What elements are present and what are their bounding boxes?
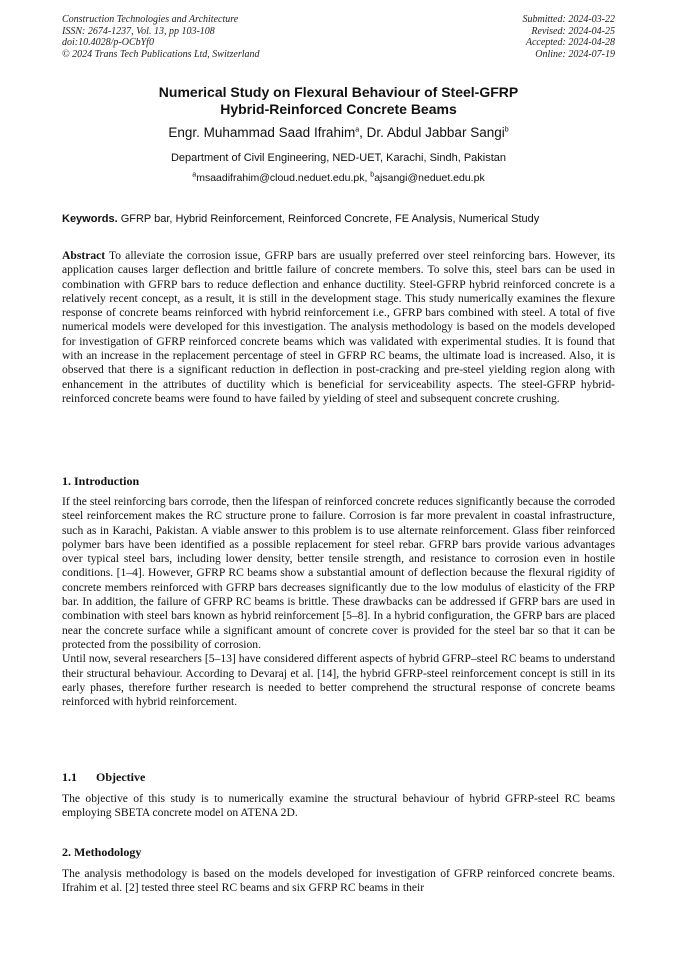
introduction-paragraph-1: If the steel reinforcing bars corrode, then the lifespan of reinforced concrete reduces significantly because the corroded steel reinforcement makes the RC structure prone to failure. Corrosion is far more prevalent in coastal infrastructure, such as in Karachi, Pakistan. A viable answer to this problem is to use alternate reinforcement. Glass fiber reinforced polymer bars have been identified as a possible replacement for steel rebar. GFRP bars provide various advantages over typical steel bars, including lower density, better tensile strength, and resistance to corrosion even in hostile conditions. [1–4]. However, GFRP RC beams show a substantial amount of deflection because the flexural rigidity of concrete members reinforced with GFRP bars decreases significantly due to the low modulus of elasticity of the FRP bar. In addition, the failure of GFRP RC beams is brittle. These drawbacks can be addressed if GFRP bars are used in combination with steel bars known as hybrid reinforcement [5–8]. In a hybrid configuration, the GFRP bars are placed near the concrete surface while a significant amount of concrete cover is provided for the steel bar so that it can be protected from the possibility of corrosion.	[62, 495, 615, 651]
author-list	[62, 124, 615, 142]
objective-heading	[62, 770, 145, 784]
author-1-affil-mark: a	[355, 126, 360, 134]
date-accepted: Accepted: 2024-04-28	[525, 37, 615, 48]
date-revised: Revised: 2024-04-25	[531, 25, 615, 37]
abstract	[62, 249, 615, 406]
title-line-1: Numerical Study on Flexural Behaviour of Steel-GFRP	[158, 84, 519, 100]
introduction-paragraph-2: Until now, several researchers [5–13] have considered different aspects of hybrid GFRP–steel RC beams to understand their structural behaviour. According to Devaraj et al. [14], the hybrid GFRP-steel reinforcement concept is still in its early phases, therefore further research is needed to better comprehend the structural response of concrete beams reinforced with hybrid reinforcement.	[62, 652, 615, 709]
abstract-text: To alleviate the corrosion issue, GFRP bars are usually preferred over steel reinforcing bars. However, its application causes larger deflection and brittle failure of concrete members. To solve this, steel bars can be used in combination with GFRP bars to reduce deflection and enhance ductility. Steel-GFRP hybrid reinforced concrete is a relatively recent concept, as a result, it is still in the development stage. This study numerically examines the flexure response of concrete beams reinforced with hybrid reinforcement i.e., GFRP bars combined with steel. A total of five numerical models were developed for this investigation. The analysis methodology is based on the models developed for investigation of GFRP reinforced concrete beams which was validated with experimental studies. It is found that with an increase in the replacement percentage of steel in GFRP RC beams, the ultimate load is increased. Also, it is observed that there is a significant reduction in deflection in post-cracking and pre-steel yielding region along with enhancement in the attributes of ductility which is beneficial for serviceability aspects. The steel-GFRP hybrid-reinforced concrete beams were found to have failed by yielding of steel and subsequent concrete crushing.	[62, 249, 615, 405]
abstract-label: Abstract	[62, 249, 106, 262]
paper-title	[62, 84, 615, 118]
journal-copyright: © 2024 Trans Tech Publications Ltd, Switzerland	[62, 48, 260, 60]
introduction-heading: 1. Introduction	[62, 474, 140, 488]
author-separator: ,	[359, 125, 367, 140]
submission-dates	[523, 14, 616, 60]
objective-number: 1.1	[62, 770, 77, 784]
keywords	[62, 212, 615, 226]
author-emails	[62, 172, 615, 185]
journal-name: Construction Technologies and Architecture	[62, 14, 239, 25]
objective-title: Objective	[96, 770, 146, 784]
email-a: msaadifrahim@cloud.neduet.edu.pk,	[196, 172, 371, 184]
author-1: Engr. Muhammad Saad Ifrahim	[168, 125, 356, 140]
journal-info	[62, 14, 260, 60]
journal-issn: ISSN: 2674-1237, Vol. 13, pp 103-108	[62, 25, 215, 37]
email-b: ajsangi@neduet.edu.pk	[374, 172, 485, 184]
methodology-heading: 2. Methodology	[62, 845, 142, 859]
date-online: Online: 2024-07-19	[535, 48, 615, 60]
methodology-text: The analysis methodology is based on the models developed for investigation of GFRP reinforced concrete beams. Ifrahim et al. [2] tested three steel RC beams and six GFRP RC beams in their	[62, 867, 615, 895]
date-submitted: Submitted: 2024-03-22	[522, 14, 615, 25]
author-2: Dr. Abdul Jabbar Sangi	[366, 125, 505, 140]
journal-doi: doi:10.4028/p-OCbYf0	[62, 37, 154, 48]
title-line-2: Hybrid-Reinforced Concrete Beams	[220, 101, 457, 117]
affiliation: Department of Civil Engineering, NED-UET, Karachi, Sindh, Pakistan	[170, 152, 507, 164]
keywords-label: Keywords.	[62, 213, 118, 225]
email-b-mark: b	[370, 171, 375, 179]
introduction-section	[62, 495, 615, 709]
objective-text: The objective of this study is to numerically examine the structural behaviour of hybrid GFRP-steel RC beams employing SBETA concrete model on ATENA 2D.	[62, 792, 615, 820]
author-2-affil-mark: b	[504, 126, 509, 134]
keywords-text: GFRP bar, Hybrid Reinforcement, Reinforced Concrete, FE Analysis, Numerical Study	[117, 213, 540, 225]
email-a-mark: a	[192, 171, 197, 179]
